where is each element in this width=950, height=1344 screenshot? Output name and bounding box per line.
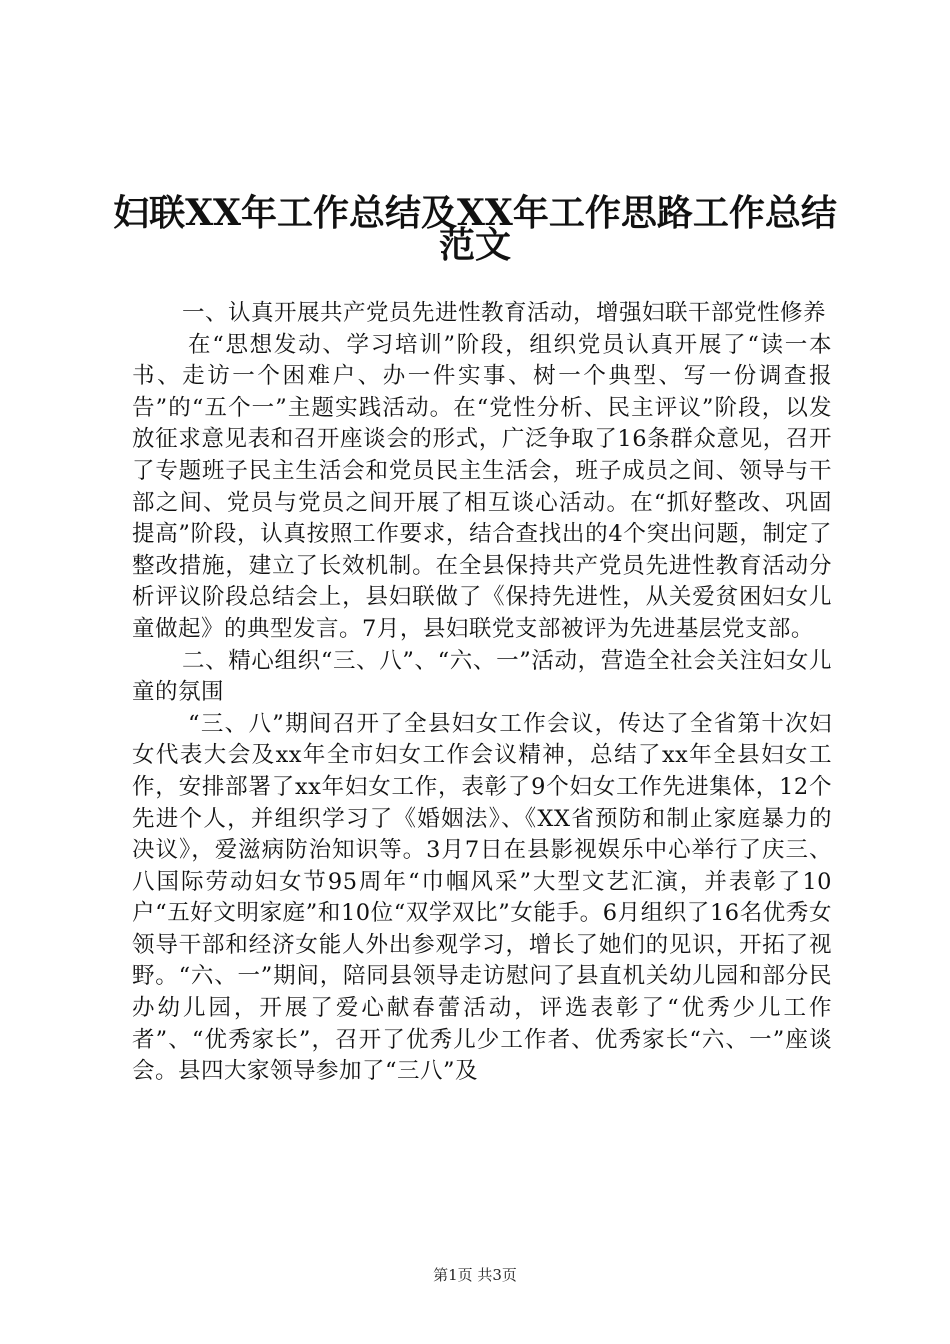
document-title-line-1: 妇联XX年工作总结及XX年工作思路工作总结 <box>113 192 837 234</box>
section-heading-2: 二、精心组织“三、八”、“六、一”活动，营造全社会关注妇女儿童的氛围 <box>132 647 832 706</box>
section-heading-1: 一、认真开展共产党员先进性教育活动，增强妇联干部党性修养 <box>182 300 827 326</box>
page-footer: 第1页 共3页 <box>433 1266 517 1284</box>
document-body <box>132 298 832 1088</box>
body-paragraph-1: 在“思想发动、学习培训”阶段，组织党员认真开展了“读一本书、走访一个困难户、办一件实事、树一个典型、写一份调查报告”的“五个一”主题实践活动。在“党性分析、民主评议”阶段，以发放征求意见表和召开座谈会的形式，广泛争取了16条群众意见，召开了专题班子民主生活会和党员民主生活会，班子成员之间、领导与干部之间、党员与党员之间开展了相互谈心活动。在“抓好整改、巩固提高”阶段，认真按照工作要求，结合查找出的4个突出问题，制定了整改措施，建立了长效机制。在全县保持共产党员先进性教育活动分析评议阶段总结会上，县妇联做了《保持先进性，从关爱贫困妇女儿童做起》的典型发言。7月，县妇联党支部被评为先进基层党支部。 <box>132 331 832 642</box>
document-title-line-2: 范文 <box>438 224 511 266</box>
body-paragraph-2: “三、八”期间召开了全县妇女工作会议，传达了全省第十次妇女代表大会及xx年全市妇女工作会议精神，总结了xx年全县妇女工作，安排部署了xx年妇女工作，表彰了9个妇女工作先进集体，12个先进个人，并组织学习了《婚姻法》、《XX省预防和制止家庭暴力的决议》，爱滋病防治知识等。3月7日在县影视娱乐中心举行了庆三、八国际劳动妇女节95周年“巾帼风采”大型文艺汇演，并表彰了10户“五好文明家庭”和10位“双学双比”女能手。6月组织了16名优秀女领导干部和经济女能人外出参观学习，增长了她们的见识，开拓了视野。“六、一”期间，陪同县领导走访慰问了县直机关幼儿园和部分民办幼儿园，开展了爱心献春蕾活动，评选表彰了“优秀少儿工作者”、“优秀家长”，召开了优秀儿少工作者、优秀家长“六、一”座谈会。县四大家领导参加了“三八”及 <box>132 710 832 1085</box>
